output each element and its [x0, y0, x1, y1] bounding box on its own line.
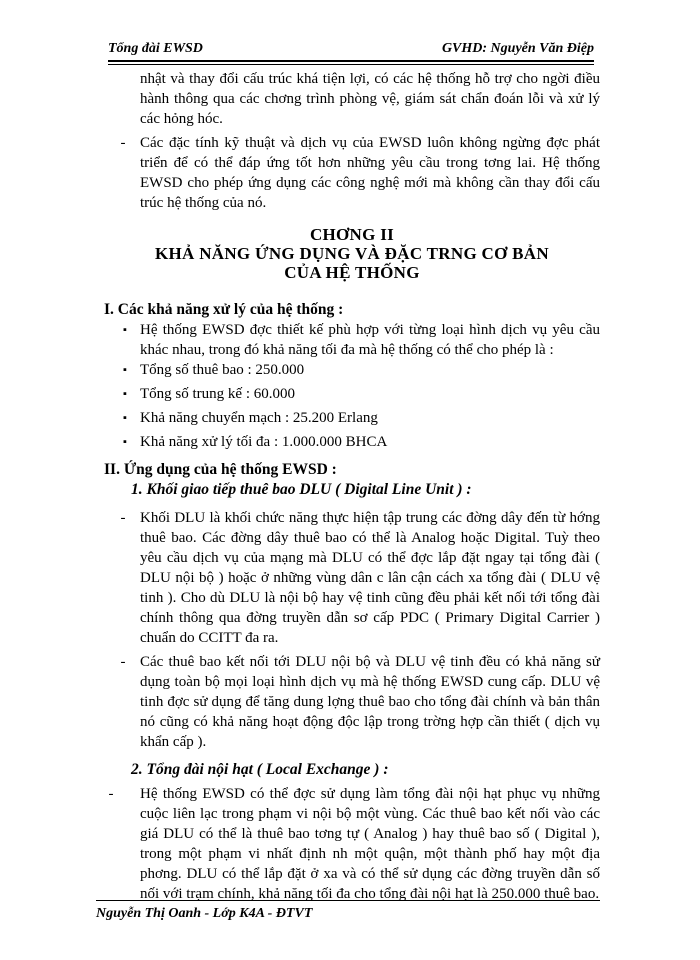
list-item: ▪ Khả năng xử lý tối đa : 1.000.000 BHCA — [104, 432, 600, 452]
dash-bullet-icon: ▪ — [123, 324, 127, 336]
header-right: GVHD: Nguyễn Văn Điệp — [441, 41, 594, 56]
dash-bullet-icon: ▪ — [123, 412, 127, 424]
list-item: - Khối DLU là khối chức năng thực hiện tập trung các đờng dây đến từ hớng thuê bao. Các đờng dây thuê bao có thể là Analog hoặc Digital. Tuỳ theo yêu cầu dịch vụ của mạng mà DLU có thể đợc lắp đặt ngay tại tổng đài ( DLU nội bộ ) hoặc ở những vùng dân c lân cận cách xa tổng đài ( DLU vệ tinh ). Cho dù DLU là nội bộ hay vệ tinh cũng đều phải kết nối tới tổng đài chính thông qua đờng truyền dẫn sơ cấp PDC ( Primary Digital Carrier ) chuẩn do CCITT đa ra. — [104, 508, 600, 648]
section-heading: II. Ứng dụng của hệ thống EWSD : — [104, 461, 337, 478]
subsection-heading: 1. Khối giao tiếp thuê bao DLU ( Digital Line Unit ) : — [131, 481, 472, 498]
page-footer: Nguyễn Thị Oanh - Lớp K4A - ĐTVT — [96, 906, 313, 921]
intro-continuation: nhật và thay đổi cấu trúc khá tiện lợi, có các hệ thống hỗ trợ cho ngời điều hành thông qua các chơng trình phòng vệ, giám sát chẩn đoán lỗi và xử lý các hỏng hóc. — [140, 71, 600, 127]
intro-bullet — [104, 133, 600, 213]
page-body — [104, 69, 600, 904]
header-left: Tổng đài EWSD — [108, 41, 203, 56]
list-item: - Hệ thống EWSD có thể đợc sử dụng làm tổng đài nội hạt phục vụ những cuộc liên lạc trong phạm vi nội bộ một vùng. Các thuê bao kết nối vào các giá DLU có thể là thuê bao tơng tự ( Analog ) hay thuê bao số ( Digital ), trong một phạm vi nhất định nh một quận, một thành phố hay một địa phơng. DLU có thể lắp đặt ở xa và có thể sử dụng các đờng truyền dẫn số nối với trạm chính, khả năng tối đa cho tổng đài nội hạt là 250.000 thuê bao. — [104, 784, 600, 904]
chapter-title-line1: KHẢ NĂNG ỨNG DỤNG VÀ ĐẶC TRNG CƠ BẢN — [155, 244, 549, 263]
dash-bullet-icon: - — [120, 510, 126, 526]
footer-rule — [96, 900, 600, 901]
chapter-title-line2: CỦA HỆ THỐNG — [284, 263, 420, 282]
chapter-heading — [104, 225, 600, 282]
list-item: ▪ Khả năng chuyển mạch : 25.200 Erlang — [104, 408, 600, 428]
header-rule — [108, 60, 594, 62]
chapter-number: CHƠNG II — [309, 225, 395, 244]
list-item: ▪ Tổng số thuê bao : 250.000 — [104, 360, 600, 380]
dash-bullet-icon: ▪ — [123, 364, 127, 376]
header-rule-thin — [108, 64, 594, 65]
subsection-heading: 2. Tổng đài nội hạt ( Local Exchange ) : — [131, 761, 389, 778]
list-item: ▪ Hệ thống EWSD đợc thiết kế phù hợp với từng loại hình dịch vụ yêu cầu khác nhau, trong đó khả năng tối đa mà hệ thống có thể cho phép là : — [104, 320, 600, 360]
dash-bullet-icon: - — [120, 135, 126, 151]
dash-bullet-icon: - — [108, 786, 114, 802]
intro-bullet-text: Các đặc tính kỹ thuật và dịch vụ của EWSD luôn không ngừng đợc phát triển để có thể đáp ứng tốt hơn những yêu cầu trong tơng lai. Hệ thống EWSD cho phép ứng dụng các công nghệ mới mà không cần thay đổi cấu trúc hệ thống của nó. — [140, 135, 600, 211]
dash-bullet-icon: - — [120, 654, 126, 670]
list-item: - Các thuê bao kết nối tới DLU nội bộ và DLU vệ tinh đều có khả năng sử dụng toàn bộ mọi loại hình dịch vụ mà hệ thống EWSD cung cấp. DLU vệ tinh đợc sử dụng để tăng dung lợng thuê bao cho tổng đài chính và bản thân nó cũng có khả năng hoạt động độc lập trong trờng hợp cần thiết ( dịch vụ khẩn cấp ). — [104, 652, 600, 752]
dash-bullet-icon: ▪ — [123, 436, 127, 448]
page-header — [108, 41, 594, 57]
dash-bullet-icon: ▪ — [123, 388, 127, 400]
section-heading: I. Các khả năng xử lý của hệ thống : — [104, 301, 344, 318]
list-item: ▪ Tổng số trung kế : 60.000 — [104, 384, 600, 404]
